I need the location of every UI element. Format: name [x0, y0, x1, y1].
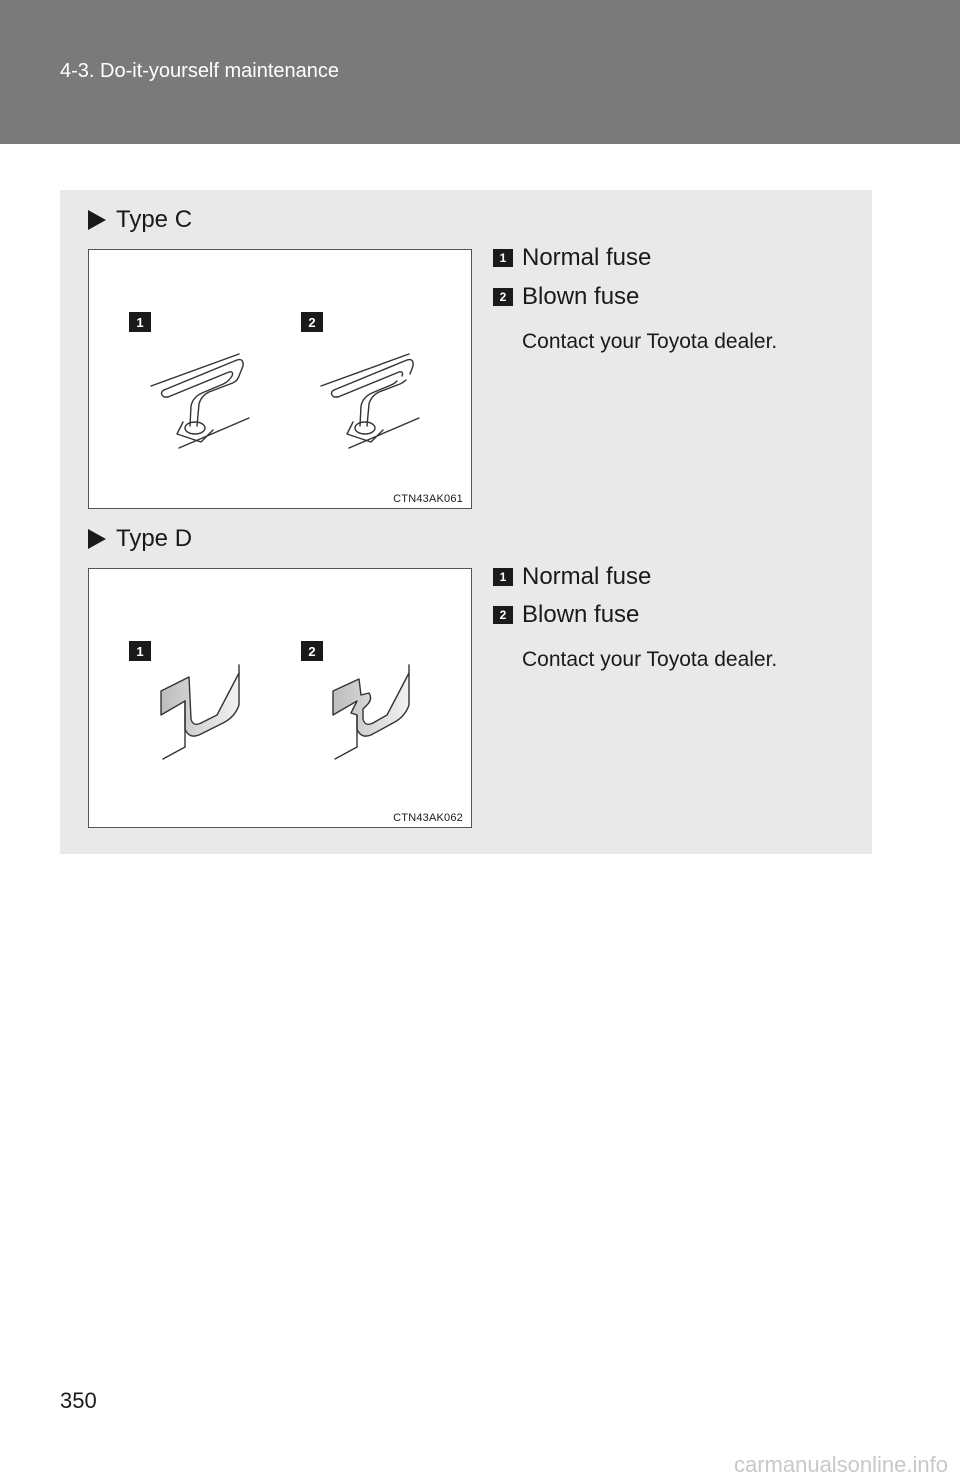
number-badge: 2: [493, 288, 513, 306]
fuse-type-d-illustration: [89, 569, 473, 829]
arrow-right-icon: [88, 529, 106, 549]
fuse-type-c-illustration: [89, 250, 473, 510]
section-heading-label: Type D: [116, 525, 193, 552]
figure-badge-2: 2: [301, 312, 323, 332]
legend-item-blown-fuse: [493, 283, 639, 311]
number-badge: 1: [493, 568, 513, 586]
figure-badge-1: 1: [129, 641, 151, 661]
figure-type-d: [88, 568, 472, 828]
legend-item-normal-fuse: [493, 563, 651, 591]
figure-badge-2: 2: [301, 641, 323, 661]
legend-item-blown-fuse: [493, 601, 639, 629]
legend-label: Normal fuse: [522, 563, 652, 590]
number-badge: 1: [493, 249, 513, 267]
dealer-note: Contact your Toyota dealer.: [522, 330, 778, 353]
section-heading-type-d: [88, 525, 192, 553]
page-header: [0, 0, 960, 144]
legend-item-normal-fuse: [493, 244, 651, 272]
dealer-note: Contact your Toyota dealer.: [522, 648, 778, 671]
figure-code: CTN43AK061: [393, 493, 463, 505]
section-heading-type-c: [88, 206, 192, 234]
chapter-title: 4-3. Do-it-yourself maintenance: [60, 60, 340, 82]
legend-label: Blown fuse: [522, 601, 640, 628]
watermark: carmanualsonline.info: [733, 1452, 948, 1477]
figure-type-c: [88, 249, 472, 509]
arrow-right-icon: [88, 210, 106, 230]
legend-label: Normal fuse: [522, 244, 652, 271]
number-badge: 2: [493, 606, 513, 624]
section-heading-label: Type C: [116, 206, 193, 233]
legend-label: Blown fuse: [522, 283, 640, 310]
figure-code: CTN43AK062: [393, 812, 463, 824]
figure-badge-1: 1: [129, 312, 151, 332]
page-number: 350: [60, 1388, 97, 1413]
